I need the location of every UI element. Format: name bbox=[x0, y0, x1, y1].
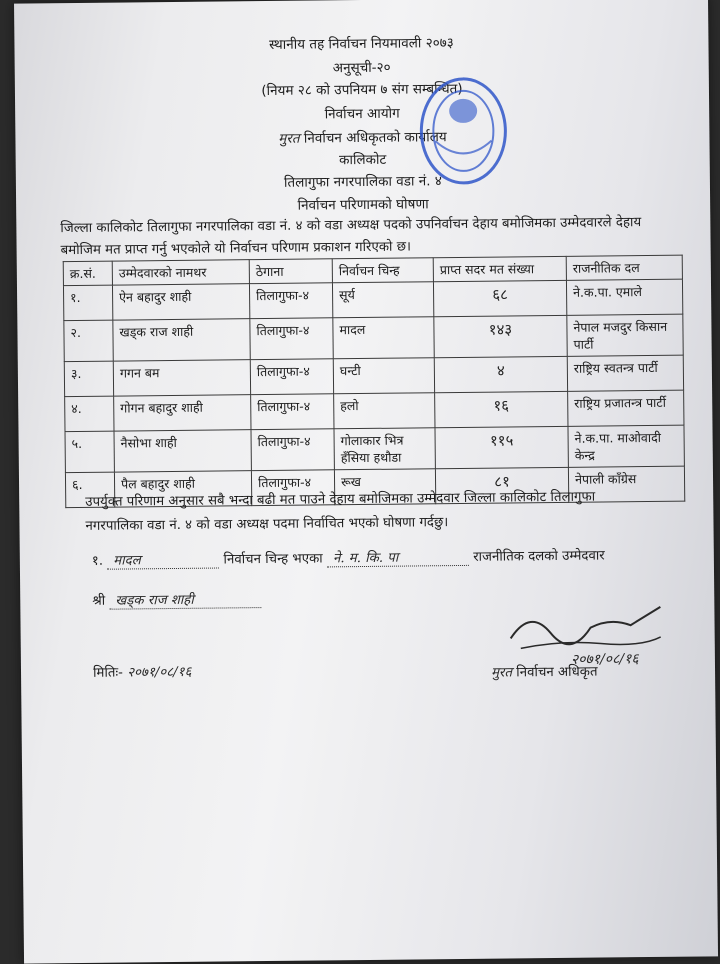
commission-name: निर्वाचन आयोग bbox=[324, 105, 400, 123]
handwritten-party: ने. म. कि. पा bbox=[327, 547, 469, 567]
handwritten-officer-prefix: मुरत bbox=[490, 665, 513, 681]
col-symbol: निर्वाचन चिन्ह bbox=[332, 258, 433, 283]
cell-votes: ११५ bbox=[435, 426, 568, 468]
cell-symbol: हलो bbox=[334, 393, 435, 429]
cell-serial: ५. bbox=[65, 431, 114, 473]
cell-serial: १. bbox=[63, 285, 112, 321]
cell-party: राष्ट्रिय प्रजातन्त्र पार्टी bbox=[568, 390, 684, 426]
cell-address: तिलागुफा-४ bbox=[250, 318, 333, 360]
results-table bbox=[63, 255, 686, 508]
office-stamp-icon bbox=[415, 70, 512, 191]
officer-title: निर्वाचन अधिकृत bbox=[516, 664, 598, 681]
cell-address: तिलागुफा-४ bbox=[250, 359, 333, 395]
signature-icon bbox=[500, 597, 671, 669]
signature-date: २०७१/०८/१६ bbox=[570, 651, 639, 668]
cell-serial: ४. bbox=[65, 396, 114, 432]
cell-votes: ४ bbox=[434, 356, 567, 392]
col-candidate: उम्मेदवारको नामथर bbox=[112, 260, 249, 285]
district-name: कालिकोट bbox=[338, 151, 387, 169]
cell-symbol: सूर्य bbox=[332, 282, 433, 318]
schedule-label: अनुसूची-२० bbox=[332, 59, 391, 77]
conclusion-paragraph: उपर्युक्त परिणाम अनुसार सबै भन्दा बढी मत पाउने देहाय बमोजिमका उम्मेदवार जिल्ला कालिकोट तिलागुफा नगरपालिका वडा नं. ४ को वडा अध्यक्ष पदमा निर्वाचित भएको घोषणा गर्दछु। bbox=[85, 489, 596, 534]
cell-votes: ६८ bbox=[433, 280, 566, 316]
cell-votes: १४३ bbox=[434, 315, 567, 357]
cell-candidate: ऐन बहादुर शाही bbox=[112, 284, 249, 320]
cell-address: तिलागुफा-४ bbox=[251, 429, 334, 471]
col-address: ठेगाना bbox=[249, 259, 332, 284]
handwritten-symbol: मादल bbox=[107, 550, 219, 570]
cell-symbol: गोलाकार भित्र हँसिया हथौडा bbox=[334, 428, 435, 470]
date-line bbox=[93, 662, 192, 681]
cell-symbol: मादल bbox=[333, 317, 434, 359]
cell-address: तिलागुफा-४ bbox=[251, 394, 334, 430]
cell-party: नेपाल मजदुर किसान पार्टी bbox=[567, 314, 683, 356]
cell-party: ने.क.पा. एमाले bbox=[566, 279, 682, 315]
document-page bbox=[14, 0, 718, 964]
office-name: निर्वाचन अधिकृतको कार्यालय bbox=[303, 129, 447, 147]
col-serial: क्र.सं. bbox=[63, 261, 112, 286]
office-name-line bbox=[15, 124, 709, 149]
cell-party: नेपाली काँग्रेस bbox=[568, 466, 684, 502]
winner-serial: १. bbox=[91, 553, 104, 569]
cell-serial: ६. bbox=[65, 472, 114, 508]
winner-name-line bbox=[92, 589, 261, 610]
col-votes: प्राप्त सदर मत संख्या bbox=[433, 256, 566, 281]
winner-symbol-label: निर्वाचन चिन्ह भएका bbox=[223, 551, 323, 568]
announcement-title: निर्वाचन परिणामको घोषणा bbox=[297, 196, 429, 214]
handwritten-office-prefix: मुरत bbox=[278, 130, 300, 147]
handwritten-date: २०७१/०८/१६ bbox=[127, 664, 192, 681]
regulation-title: स्थानीय तह निर्वाचन नियमावली २०७३ bbox=[269, 35, 454, 53]
table-row bbox=[64, 314, 683, 361]
cell-address: तिलागुफा-४ bbox=[251, 470, 334, 506]
col-party: राजनीतिक दल bbox=[566, 255, 682, 280]
cell-party: ने.क.पा. माओवादी केन्द्र bbox=[568, 425, 684, 467]
cell-votes: १६ bbox=[435, 391, 568, 427]
cell-candidate: पैल बहादुर शाही bbox=[114, 471, 251, 507]
cell-symbol: रूख bbox=[334, 469, 435, 505]
municipality-ward: तिलागुफा नगरपालिका वडा नं. ४ bbox=[283, 173, 442, 191]
date-label: मितिः- bbox=[92, 665, 124, 681]
cell-symbol: घन्टी bbox=[333, 358, 434, 394]
officer-title-line bbox=[491, 662, 598, 681]
table-row bbox=[65, 425, 684, 472]
winner-party-label: राजनीतिक दलको उम्मेदवार bbox=[473, 548, 605, 565]
handwritten-winner-name: खड्क राज शाही bbox=[109, 589, 261, 610]
cell-candidate: खड्क राज शाही bbox=[113, 319, 250, 361]
cell-votes: ८१ bbox=[435, 467, 568, 503]
cell-serial: ३. bbox=[64, 361, 113, 397]
cell-candidate: नैसोभा शाही bbox=[114, 430, 251, 472]
cell-serial: २. bbox=[64, 320, 113, 362]
cell-candidate: गोगन बहादुर शाही bbox=[114, 395, 251, 431]
cell-candidate: गगन बम bbox=[113, 360, 250, 396]
honorific: श्री bbox=[92, 593, 106, 609]
rule-reference: (नियम २८ को उपनियम ७ संग सम्बन्धित) bbox=[261, 80, 463, 100]
cell-party: राष्ट्रिय स्वतन्त्र पार्टी bbox=[567, 355, 683, 391]
winner-symbol-line bbox=[92, 545, 692, 570]
intro-paragraph: जिल्ला कालिकोट तिलागुफा नगरपालिका वडा नं. ४ को वडा अध्यक्ष पदको उपनिर्वाचन देहाय बमोजिमका उम्मेदवारले देहाय बमोजिम मत प्राप्त गर्नु भएकोले यो निर्वाचन परिणाम प्रकाशन गरिएको छ। bbox=[60, 215, 642, 259]
cell-address: तिलागुफा-४ bbox=[249, 283, 332, 319]
